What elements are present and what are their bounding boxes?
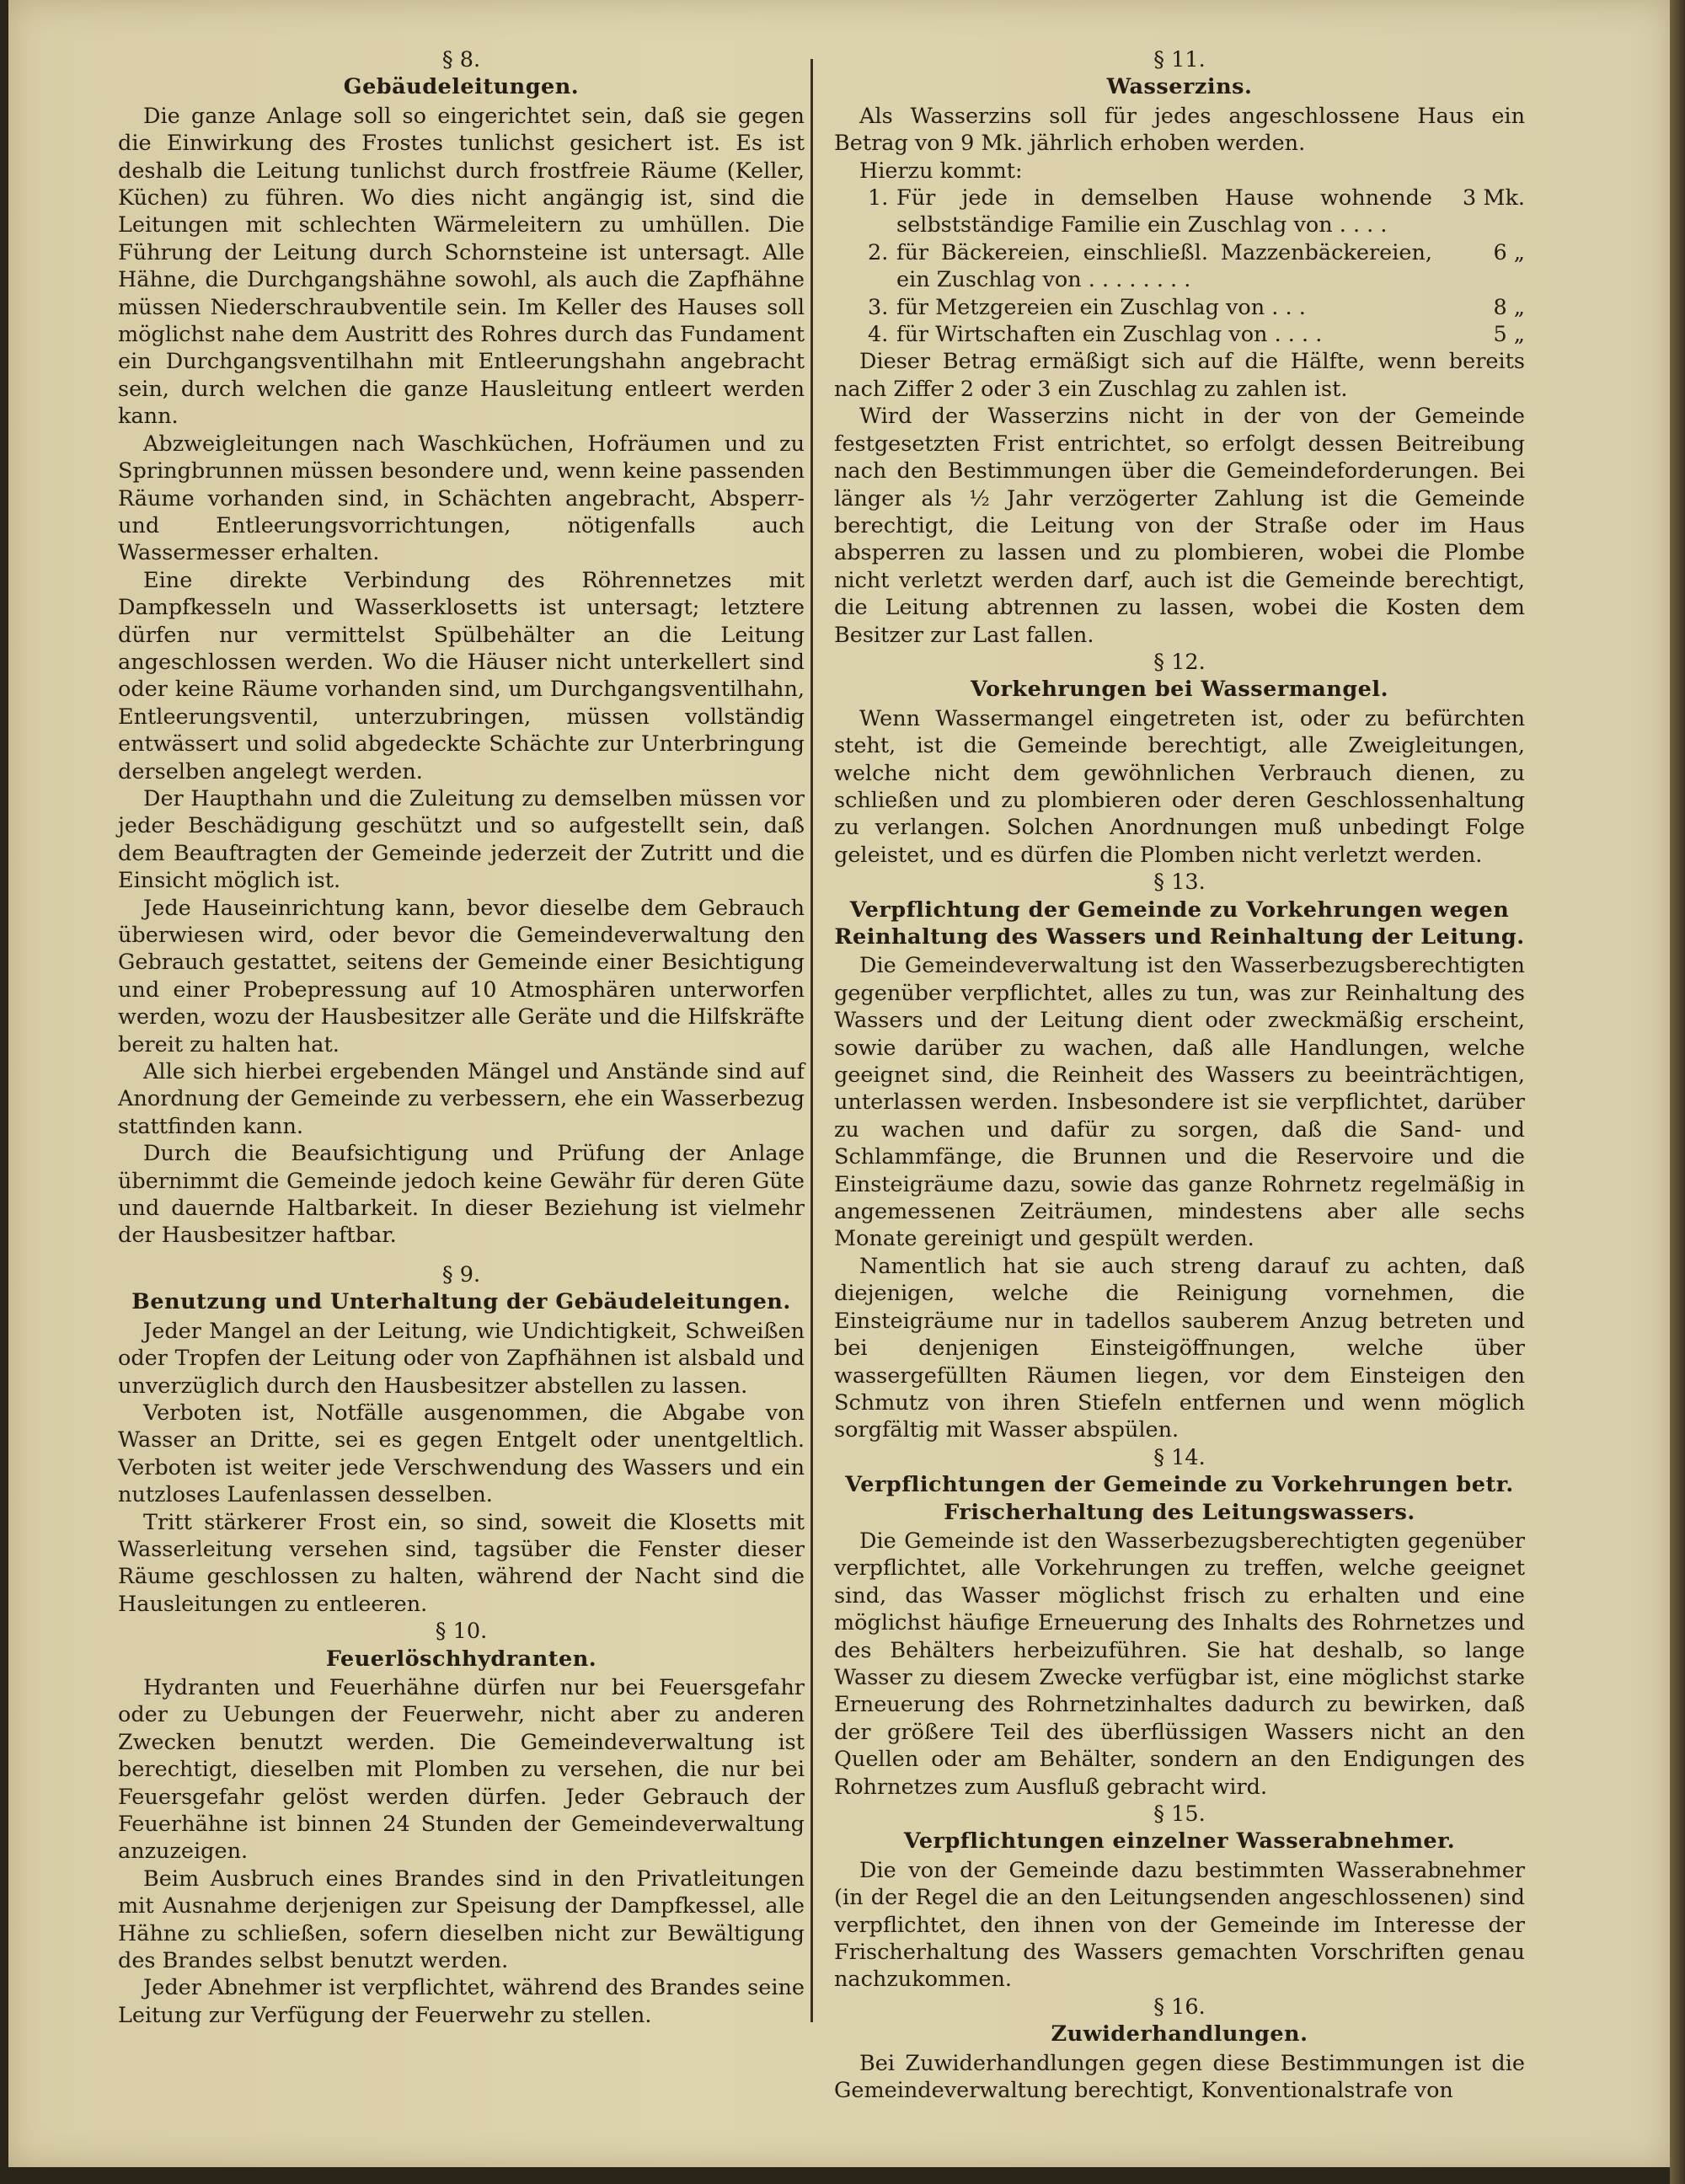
document-page bbox=[8, 0, 1670, 2167]
paragraph: Jeder Abnehmer ist verpflichtet, während des Brandes seine Leitung zur Verfügung der Feuerwehr zu stellen. bbox=[118, 1975, 805, 2028]
paragraph: Abzweigleitungen nach Waschküchen, Hofräumen und zu Springbrunnen müssen besondere und, wenn keine passenden Räume vorhanden sind, in Schächten angebracht, Absperr- und Entleerungsvorrichtungen, nötigenfalls auch Wassermesser erhalten. bbox=[118, 431, 805, 566]
section-number: § 15. bbox=[1153, 1801, 1206, 1827]
paragraph: Die ganze Anlage soll so eingerichtet sein, daß sie gegen die Einwirkung des Frostes tunlichst gesichert ist. Es ist deshalb die Leitung tunlichst durch frostfreie Räume (Keller, Küchen) zu führen. Wo dies nicht angängig ist, sind die Leitungen mit schlechten Wärmeleitern zu umhüllen. Die Führung der Leitung durch Schornsteine ist untersagt. Alle Hähne, die Durchgangshähne sowohl, als auch die Zapfhähne müssen Niederschraubventile sein. Im Keller des Hauses soll möglichst nahe dem Austritt des Rohres durch das Fundament ein Durchgangsventilhahn mit Entleerungshahn angebracht sein, durch welchen die ganze Hausleitung entleert werden kann. bbox=[118, 103, 805, 430]
list-item bbox=[834, 321, 1525, 348]
section-13 bbox=[834, 869, 1525, 1444]
paragraph: Jeder Mangel an der Leitung, wie Undichtigkeit, Schweißen oder Tropfen der Leitung oder von Zapfhähnen ist alsbald und unverzüglich durch den Hausbesitzer abstellen zu lassen. bbox=[118, 1318, 805, 1399]
section-number: § 10. bbox=[435, 1619, 488, 1645]
section-8 bbox=[118, 46, 805, 1250]
item-text: für Wirtschaften ein Zuschlag von . . . . bbox=[896, 322, 1323, 348]
surcharge-list bbox=[834, 185, 1525, 348]
paragraph: Die von der Gemeinde dazu bestimmten Wasserabnehmer (in der Regel die an den Leitungsenden angeschlossenen) sind verpflichtet, den ihnen von der Gemeinde im Interesse der Frischerhaltung des Wassers gemachten Vorschriften genau nachzukommen. bbox=[834, 1857, 1525, 1993]
section-title: Benutzung und Unterhaltung der Gebäudeleitungen. bbox=[131, 1289, 791, 1315]
item-value: 5 „ bbox=[1493, 322, 1525, 348]
item-text: für Bäckereien, einschließl. Mazzenbäckereien, ein Zuschlag von . . . . . . . . bbox=[896, 239, 1432, 293]
item-number: 2. bbox=[868, 239, 889, 265]
paragraph: Die Gemeindeverwaltung ist den Wasserbezugsberechtigten gegenüber verpflichtet, alles zu tun, was zur Reinhaltung des Wassers und der Leitung dient oder zweckmäßig erscheint, sowie darüber zu wachen, daß alle Handlungen, welche geeignet sind, die Reinheit des Wassers zu beeinträchtigen, unterlassen werden. Insbesondere ist sie verpflichtet, darüber zu wachen und dafür zu sorgen, daß die Sand- und Schlammfänge, die Brunnen und die Reservoire und die Einsteigräume dazu, sowie das ganze Rohrnetz regelmäßig in angemessenen Zeiträumen, mindestens aber alle sechs Monate gereinigt und gespült werden. bbox=[834, 953, 1525, 1252]
section-10 bbox=[118, 1618, 805, 2029]
section-title: Gebäudeleitungen. bbox=[343, 74, 580, 100]
section-title: Vorkehrungen bei Wassermangel. bbox=[971, 677, 1388, 703]
section-number: § 16. bbox=[1153, 1994, 1206, 2020]
paragraph: Alle sich hierbei ergebenden Mängel und Anstände sind auf Anordnung der Gemeinde zu verbessern, ehe ein Wasserbezug stattfinden kann. bbox=[118, 1059, 805, 1139]
paragraph: Wenn Wassermangel eingetreten ist, oder zu befürchten steht, ist die Gemeinde berechtigt, alle Zweigleitungen, welche nicht dem gewöhnlichen Verbrauch dienen, zu schließen und zu plombieren oder deren Geschlossenhaltung zu verlangen. Solchen Anordnungen muß unbedingt Folge geleistet, und es dürfen die Plomben nicht verletzt werden. bbox=[834, 705, 1525, 868]
paragraph: Namentlich hat sie auch streng darauf zu achten, daß diejenigen, welche die Reinigung vornehmen, die Einsteigräume nur in tadellos sauberem Anzug betreten und bei denjenigen Einsteigöffnungen, welche über wassergefüllten Räumen liegen, vor dem Einsteigen den Schmutz von ihren Stiefeln entfernen und wenn möglich sorgfältig mit Wasser abspülen. bbox=[834, 1253, 1525, 1443]
paragraph: Hierzu kommt: bbox=[859, 158, 1023, 184]
item-text: für Metzgereien ein Zuschlag von . . . bbox=[896, 294, 1306, 320]
section-9 bbox=[118, 1261, 805, 1618]
item-value: 8 „ bbox=[1493, 294, 1525, 320]
paragraph: Wird der Wasserzins nicht in der von der Gemeinde festgesetzten Frist entrichtet, so erfolgt dessen Beitreibung nach den Bestimmungen über die Gemeindeforderungen. Bei länger als ½ Jahr verzögerter Zahlung ist die Gemeinde berechtigt, die Leitung von der Straße oder im Haus absperren zu lassen und zu plombieren, wobei die Plombe nicht verletzt werden darf, auch ist die Gemeinde berechtigt, die Leitung abtrennen zu lassen, wobei die Kosten dem Besitzer zur Last fallen. bbox=[834, 404, 1525, 648]
section-title: Verpflichtungen der Gemeinde zu Vorkehrungen betr. Frischerhaltung des Leitungswassers. bbox=[845, 1472, 1514, 1525]
right-column bbox=[834, 46, 1525, 2104]
left-column bbox=[118, 46, 805, 2029]
section-14 bbox=[834, 1444, 1525, 1801]
section-number: § 8. bbox=[441, 47, 481, 72]
section-number: § 11. bbox=[1153, 47, 1206, 72]
list-item bbox=[834, 294, 1525, 321]
item-number: 3. bbox=[868, 294, 889, 320]
item-value: 6 „ bbox=[1493, 239, 1525, 265]
item-number: 4. bbox=[868, 322, 889, 348]
paragraph: Jede Hauseinrichtung kann, bevor dieselbe dem Gebrauch überwiesen wird, oder bevor die Gemeindeverwaltung den Gebrauch gestattet, seitens der Gemeinde einer Besichtigung und einer Probepressung auf 10 Atmosphären unterworfen werden, wozu der Hausbesitzer alle Geräte und die Hilfskräfte bereit zu halten hat. bbox=[118, 895, 805, 1057]
paragraph: Die Gemeinde ist den Wasserbezugsberechtigten gegenüber verpflichtet, alle Vorkehrungen zu treffen, welche geeignet sind, das Wasser möglichst frisch zu erhalten und eine möglichst häufige Erneuerung des Inhalts des Rohrnetzes und des Behälters herbeizuführen. Sie hat deshalb, so lange Wasser zu diesem Zwecke verfügbar ist, eine möglichst starke Erneuerung des Rohrnetzinhaltes dadurch zu bewirken, daß der größere Teil des überflüssigen Wassers nicht an den Quellen oder am Behälter, sondern an den Endigungen des Rohrnetzes zum Ausfluß gebracht wird. bbox=[834, 1528, 1525, 1800]
section-title: Verpflichtung der Gemeinde zu Vorkehrungen wegen Reinhaltung des Wassers und Reinhaltung der Leitung. bbox=[834, 897, 1525, 950]
paragraph: Verboten ist, Notfälle ausgenommen, die Abgabe von Wasser an Dritte, sei es gegen Entgelt oder unentgeltlich. Verboten ist weiter jede Verschwendung des Wassers und ein nutzloses Laufenlassen desselben. bbox=[118, 1400, 805, 1508]
section-title: Feuerlöschhydranten. bbox=[325, 1646, 597, 1672]
paragraph: Durch die Beaufsichtigung und Prüfung der Anlage übernimmt die Gemeinde jedoch keine Gewähr für deren Güte und dauernde Haltbarkeit. In dieser Beziehung ist vielmehr der Hausbesitzer haftbar. bbox=[118, 1141, 805, 1249]
paragraph: Bei Zuwiderhandlungen gegen diese Bestimmungen ist die Gemeindeverwaltung berechtigt, Konventionalstrafe von bbox=[834, 2050, 1525, 2104]
section-number: § 9. bbox=[441, 1261, 481, 1287]
section-16 bbox=[834, 1994, 1525, 2105]
paragraph: Beim Ausbruch eines Brandes sind in den Privatleitungen mit Ausnahme derjenigen zur Speisung der Dampfkessel, alle Hähne zu schließen, sofern dieselben nicht zur Bewältigung des Brandes selbst benutzt werden. bbox=[118, 1866, 805, 1974]
paragraph: Eine direkte Verbindung des Röhrennetzes mit Dampfkesseln und Wasserklosetts ist untersagt; letztere dürfen nur vermittelst Spülbehälter an die Leitung angeschlossen werden. Wo die Häuser nicht unterkellert sind oder keine Räume vorhanden sind, um Durchgangsventilhahn, Entleerungsventil, unterzubringen, müssen vollständig entwässert und solid abgedeckte Schächte zur Unterbringung derselben angelegt werden. bbox=[118, 567, 805, 784]
section-number: § 14. bbox=[1153, 1444, 1206, 1470]
section-title: Zuwiderhandlungen. bbox=[1051, 2021, 1308, 2048]
column-divider bbox=[810, 59, 813, 2022]
section-15 bbox=[834, 1801, 1525, 1994]
section-11 bbox=[834, 46, 1525, 649]
paragraph: Der Haupthahn und die Zuleitung zu demselben müssen vor jeder Beschädigung geschützt und so aufgestellt sein, daß dem Beauftragten der Gemeinde jederzeit der Zutritt und die Einsicht möglich ist. bbox=[118, 785, 805, 894]
item-number: 1. bbox=[868, 185, 889, 211]
binding-edge bbox=[1670, 0, 1685, 2184]
section-number: § 12. bbox=[1153, 649, 1206, 675]
section-title: Wasserzins. bbox=[1106, 74, 1253, 100]
section-number: § 13. bbox=[1153, 870, 1206, 896]
list-item bbox=[834, 185, 1525, 239]
paragraph: Tritt stärkerer Frost ein, so sind, soweit die Klosetts mit Wasserleitung versehen sind, tagsüber die Fenster dieser Räume geschlossen zu halten, während der Nacht sind die Hausleitungen zu entleeren. bbox=[118, 1509, 805, 1617]
paragraph: Dieser Betrag ermäßigt sich auf die Hälfte, wenn bereits nach Ziffer 2 oder 3 ein Zuschlag zu zahlen ist. bbox=[834, 349, 1525, 402]
section-12 bbox=[834, 649, 1525, 869]
section-title: Verpflichtungen einzelner Wasserabnehmer. bbox=[903, 1828, 1456, 1855]
item-value: 3 Mk. bbox=[1463, 185, 1525, 211]
item-text: Für jede in demselben Hause wohnende selbstständige Familie ein Zuschlag von . . . . bbox=[896, 185, 1432, 238]
paragraph: Hydranten und Feuerhähne dürfen nur bei Feuersgefahr oder zu Uebungen der Feuerwehr, nicht aber zu anderen Zwecken benutzt werden. Die Gemeindeverwaltung ist berechtigt, dieselben mit Plomben zu versehen, die nur bei Feuersgefahr gelöst werden dürfen. Jeder Gebrauch der Feuerhähne ist binnen 24 Stunden der Gemeindeverwaltung anzuzeigen. bbox=[118, 1674, 805, 1865]
list-item bbox=[834, 239, 1525, 294]
paragraph: Als Wasserzins soll für jedes angeschlossene Haus ein Betrag von 9 Mk. jährlich erhoben werden. bbox=[834, 103, 1525, 157]
